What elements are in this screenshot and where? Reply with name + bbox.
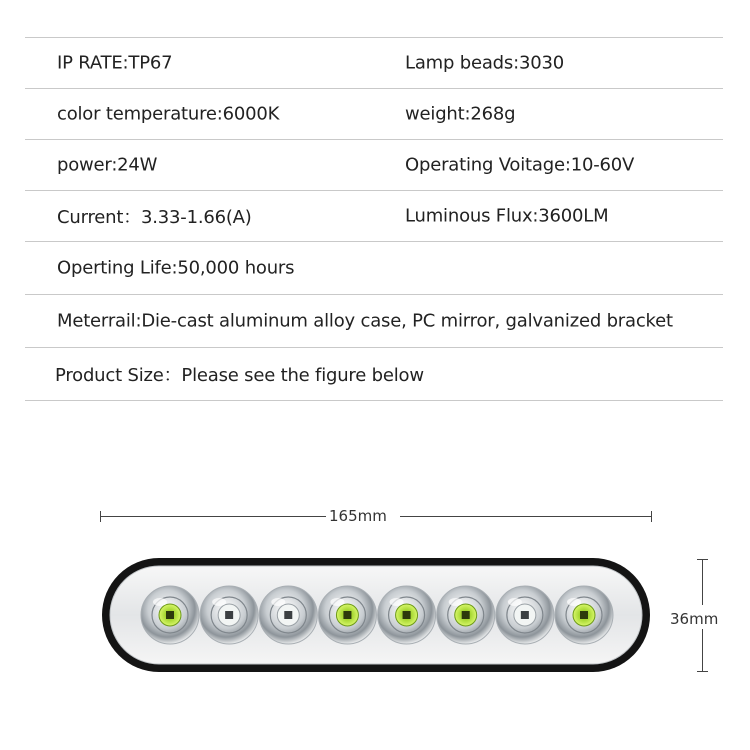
led-reflector [141,586,199,644]
led-reflector [496,586,554,644]
spec-row [25,37,723,88]
height-dimension [670,559,750,672]
spec-row [25,241,723,294]
spec-ip-rate: IP RATE:TP67 [57,52,173,74]
led-reflector [200,586,258,644]
spec-row [25,88,723,139]
height-label: 36mm [670,610,719,628]
led-reflector [259,586,317,644]
spec-material: Meterrail:Die-cast aluminum alloy case, PC mirror, galvanized bracket [57,310,673,332]
spec-weight: weight:268g [405,103,516,125]
dimension-line [100,516,326,517]
led-light-bar-image [100,556,652,674]
led-reflector [437,586,495,644]
spec-power: power:24W [57,154,158,176]
spec-product-size: Product Size：Please see the figure below [55,365,424,386]
spec-row [25,190,723,241]
spec-luminous-flux: Luminous Flux:3600LM [405,205,609,227]
spec-current: Current：3.33-1.66(A) [57,207,252,228]
dimension-line [702,559,703,605]
spec-row [25,294,723,347]
spec-row [25,139,723,190]
spec-operating-voltage: Operating Voitage:10-60V [405,154,635,176]
spec-color-temperature: color temperature:6000K [57,103,280,125]
length-dimension [100,508,652,526]
dimension-line [702,629,703,672]
dimension-tick [651,511,652,522]
spec-table [25,37,723,401]
dimension-tick [697,671,708,672]
length-label: 165mm [329,507,387,525]
led-reflector [318,586,376,644]
led-reflector [555,586,613,644]
led-reflector [378,586,436,644]
spec-operating-life: Operting Life:50,000 hours [57,257,295,279]
spec-row [25,347,723,401]
spec-lamp-beads: Lamp beads:3030 [405,52,564,74]
dimension-line [400,516,652,517]
